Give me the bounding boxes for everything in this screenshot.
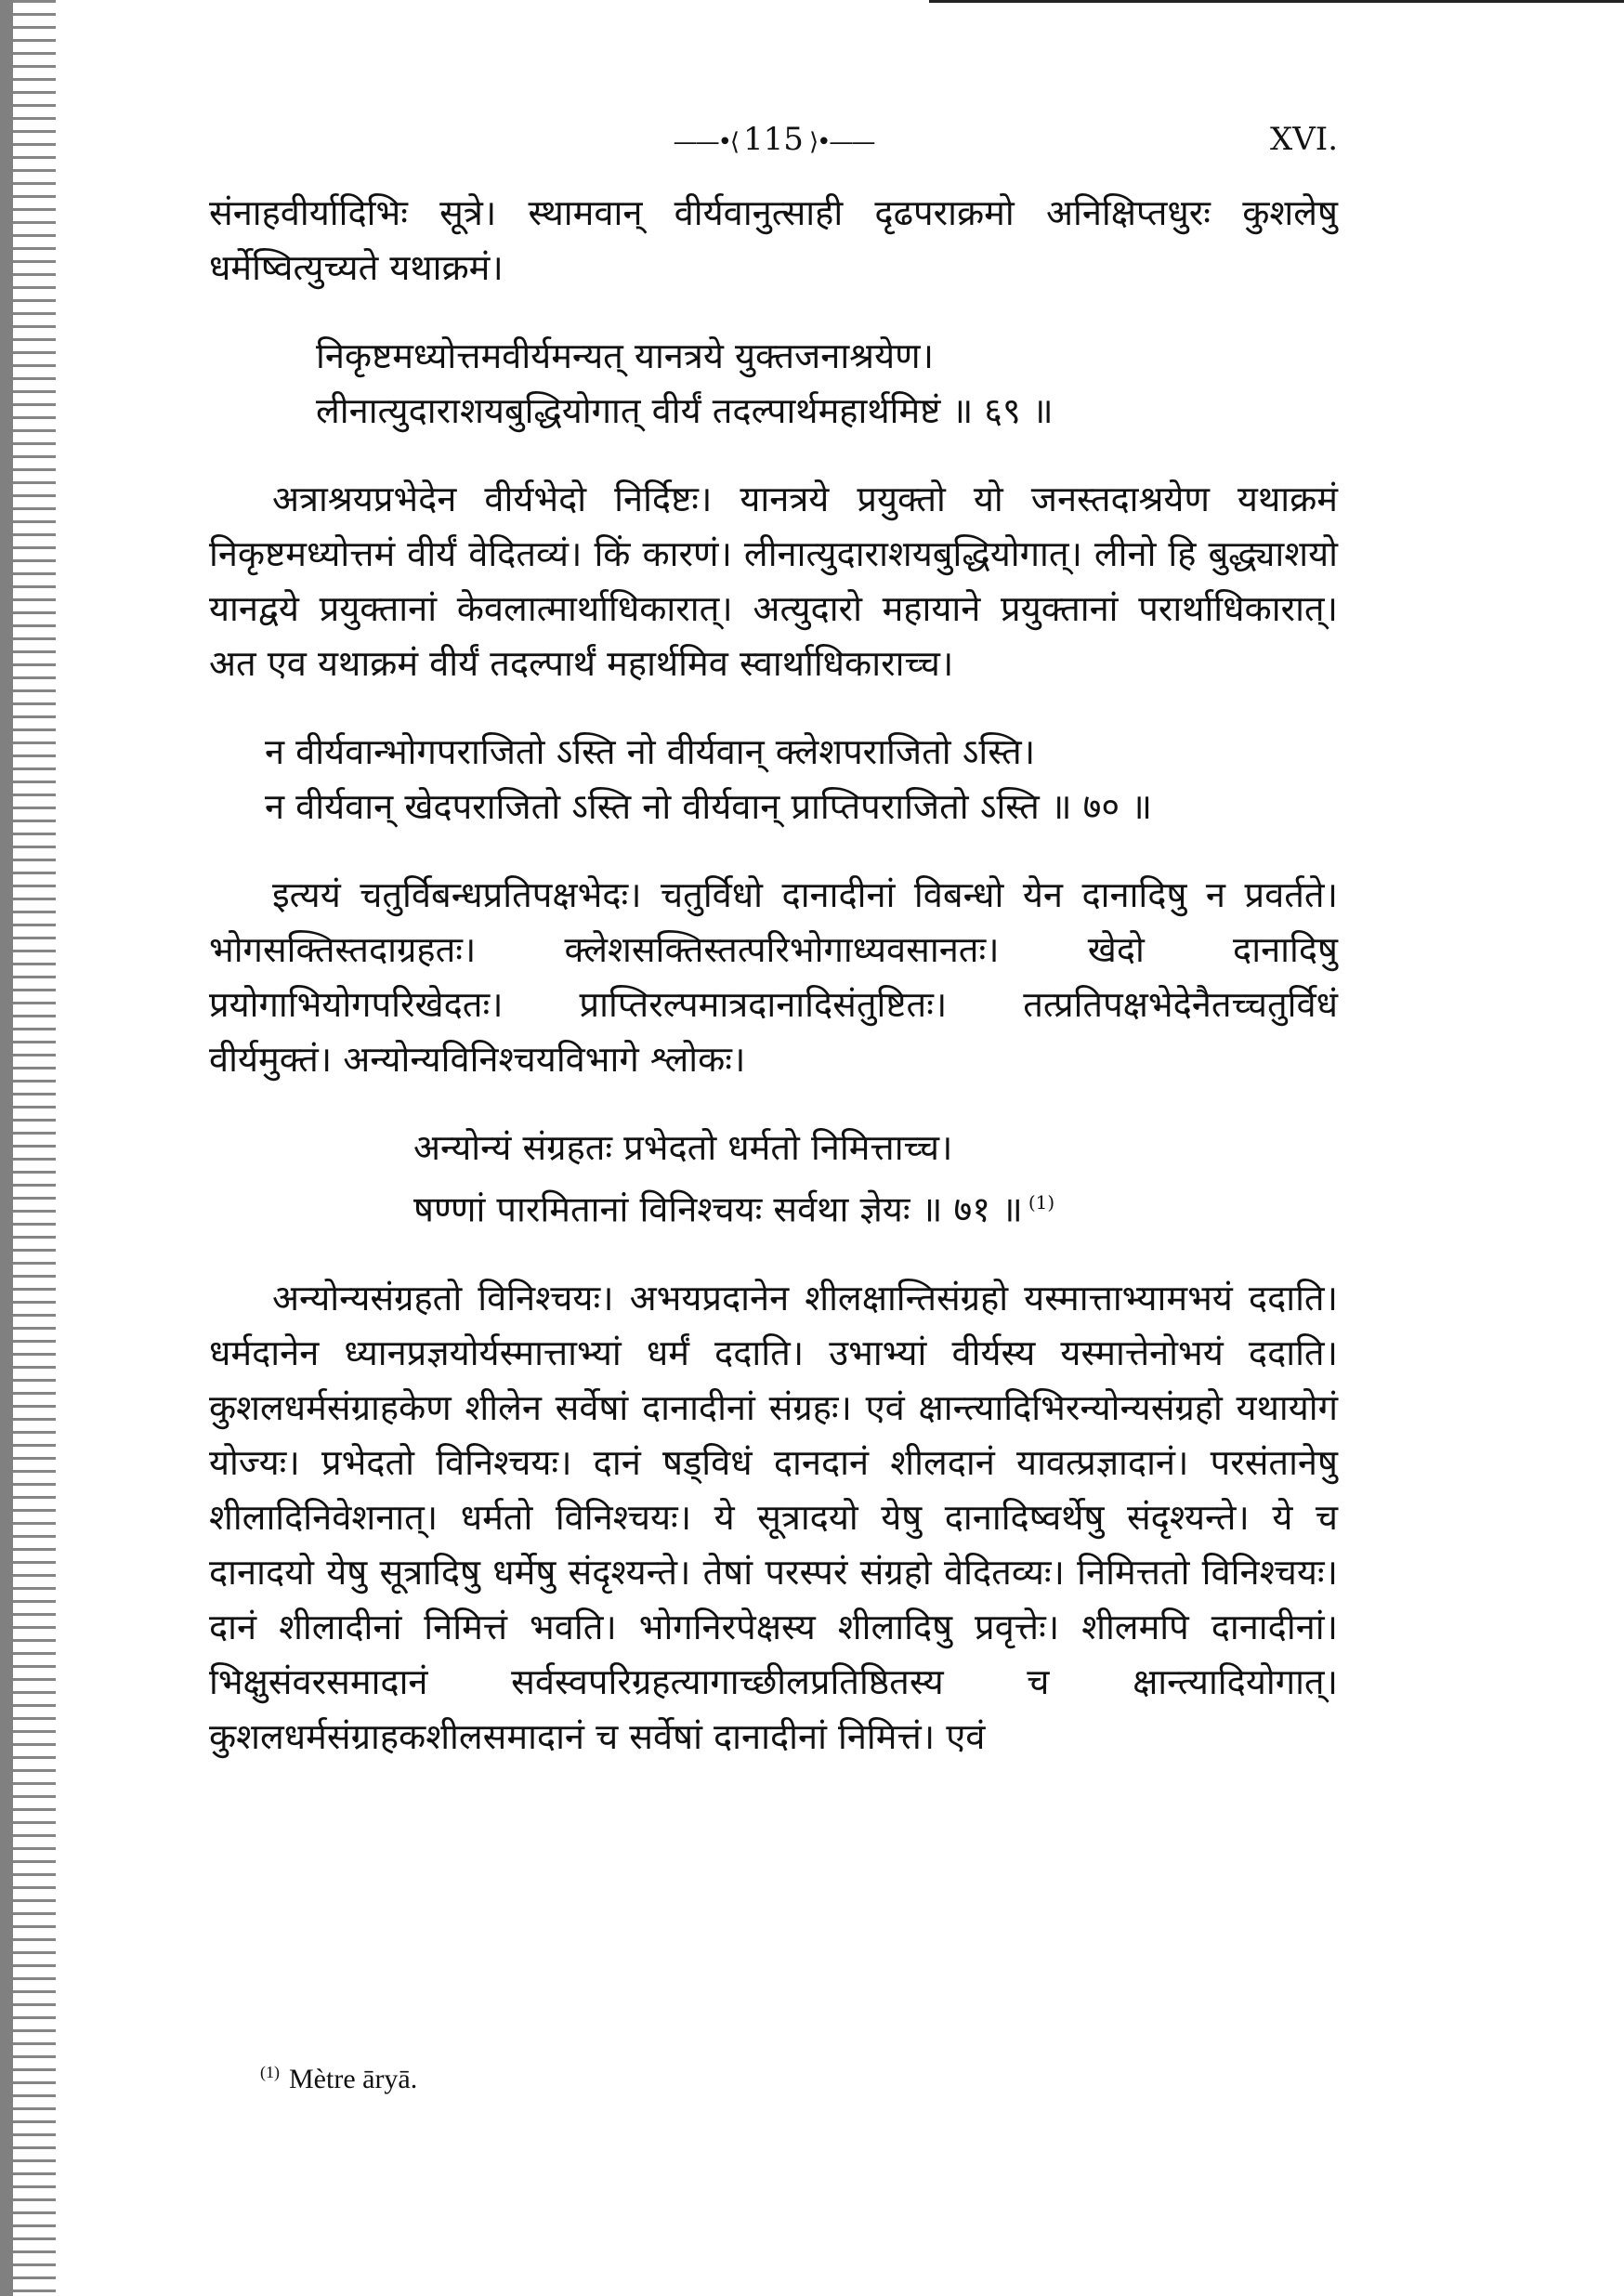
top-rule <box>929 0 1624 3</box>
verse-line: अन्योन्यं संग्रहतः प्रभेदतो धर्मतो निमित्ताच्च। <box>413 1127 953 1168</box>
verse-71 <box>209 1121 1338 1238</box>
footnote-mark: (1) <box>260 2063 280 2081</box>
verse-line: निकृष्टमध्योत्तमवीर्यमन्यत् यानत्रये युक्तजनाश्रयेण। <box>316 335 934 376</box>
commentary-paragraph-3: इत्ययं चतुर्विबन्धप्रतिपक्षभेदः। चतुर्विधो दानादीनां विबन्धो येन दानादिषु न प्रवर्तते। भोगसक्तिस्तदाग्रहतः। क्लेशसक्तिस्तत्परिभोगाध्यवसानतः। खेदो दानादिषु प्रयोगाभियोगपरिखेदतः। प्राप्तिरल्पमात्रदानादिसंतुष्टितः। तत्प्रतिपक्षभेदेनैतच्चतुर्विधं वीर्यमुक्तं। अन्योन्यविनिश्चयविभागे श्लोकः। <box>209 874 1338 1080</box>
verse-69 <box>209 329 1338 439</box>
footnote <box>260 2063 417 2095</box>
verse-line: लीनात्युदाराशयबुद्धियोगात् वीर्यं तदल्पार्थमहार्थमिष्टं ॥ ६९ ॥ <box>316 390 1054 431</box>
page-number: ——•⟨ 115 ⟩•—— <box>209 121 1338 158</box>
page-body <box>209 186 1338 1765</box>
verse-70 <box>209 725 1338 834</box>
commentary-paragraph-4: अन्योन्यसंग्रहतो विनिश्चयः। अभयप्रदानेन शीलक्षान्तिसंग्रहो यस्मात्ताभ्यामभयं ददाति। धर्मदानेन ध्यानप्रज्ञयोर्यस्मात्ताभ्यां धर्मं ददाति। उभाभ्यां वीर्यस्य यस्मात्तेनोभयं ददाति। कुशलधर्मसंग्राहकेण शीलेन सर्वेषां दानादीनां संग्रहः। एवं क्षान्त्यादिभिरन्योन्यसंग्रहो यथायोगं योज्यः। प्रभेदतो विनिश्चयः। दानं षड्विधं दानदानं शीलदानं यावत्प्रज्ञादानं। परसंतानेषु शीलादिनिवेशनात्। धर्मतो विनिश्चयः। ये सूत्रादयो येषु दानादिष्वर्थेषु संदृश्यन्ते। ये च दानादयो येषु सूत्रादिषु धर्मेषु संदृश्यन्ते। तेषां परस्परं संग्रहो वेदितव्यः। निमित्ततो विनिश्चयः। दानं शीलादीनां निमित्तं भवति। भोगनिरपेक्षस्य शीलादिषु प्रवृत्तेः। शीलमपि दानादीनां। भिक्षुसंवरसमादानं सर्वस्वपरिग्रहत्यागाच्छीलप्रतिष्ठितस्य च क्षान्त्यादियोगात्। कुशलधर्मसंग्राहकशीलसमादानं च सर्वेषां दानादीनां निमित्तं। एवं <box>209 1277 1338 1757</box>
page-header <box>209 121 1338 167</box>
binding-edge <box>0 0 56 2296</box>
commentary-paragraph-1: संनाहवीर्यादिभिः सूत्रे। स्थामवान् वीर्यवानुत्साही दृढपराक्रमो अनिक्षिप्तधुरः कुशलेषु धर्मेष्वित्युच्यते यथाक्रमं। <box>209 192 1338 288</box>
commentary-paragraph-2: अत्राश्रयप्रभेदेन वीर्यभेदो निर्दिष्टः। यानत्रये प्रयुक्तो यो जनस्तदाश्रयेण यथाक्रमं निकृष्टमध्योत्तमं वीर्यं वेदितव्यं। किं कारणं। लीनात्युदाराशयबुद्धियोगात्। लीनो हि बुद्ध्याशयो यानद्वये प्रयुक्तानां केवलात्मार्थाधिकारात्। अत्युदारो महायाने प्रयुक्तानां परार्थाधिकारात्। अत एव यथाक्रमं वीर्यं तदल्पार्थं महार्थमिव स्वार्थाधिकाराच्च। <box>209 479 1338 684</box>
footnote-text: Mètre āryā. <box>289 2064 418 2094</box>
footnote-reference: (1) <box>1028 1191 1055 1214</box>
verse-line-text: षण्णां पारमितानां विनिश्चयः सर्वथा ज्ञेयः ॥ ७१ ॥ <box>413 1188 1023 1230</box>
verse-line: न वीर्यवान्भोगपराजितो ऽस्ति नो वीर्यवान् क्लेशपराजितो ऽस्ति। <box>265 731 1036 772</box>
verse-line <box>209 1175 1338 1238</box>
chapter-number: XVI. <box>1270 121 1338 158</box>
verse-line: न वीर्यवान् खेदपराजितो ऽस्ति नो वीर्यवान् प्राप्तिपराजितो ऽस्ति ॥ ७० ॥ <box>265 786 1153 827</box>
